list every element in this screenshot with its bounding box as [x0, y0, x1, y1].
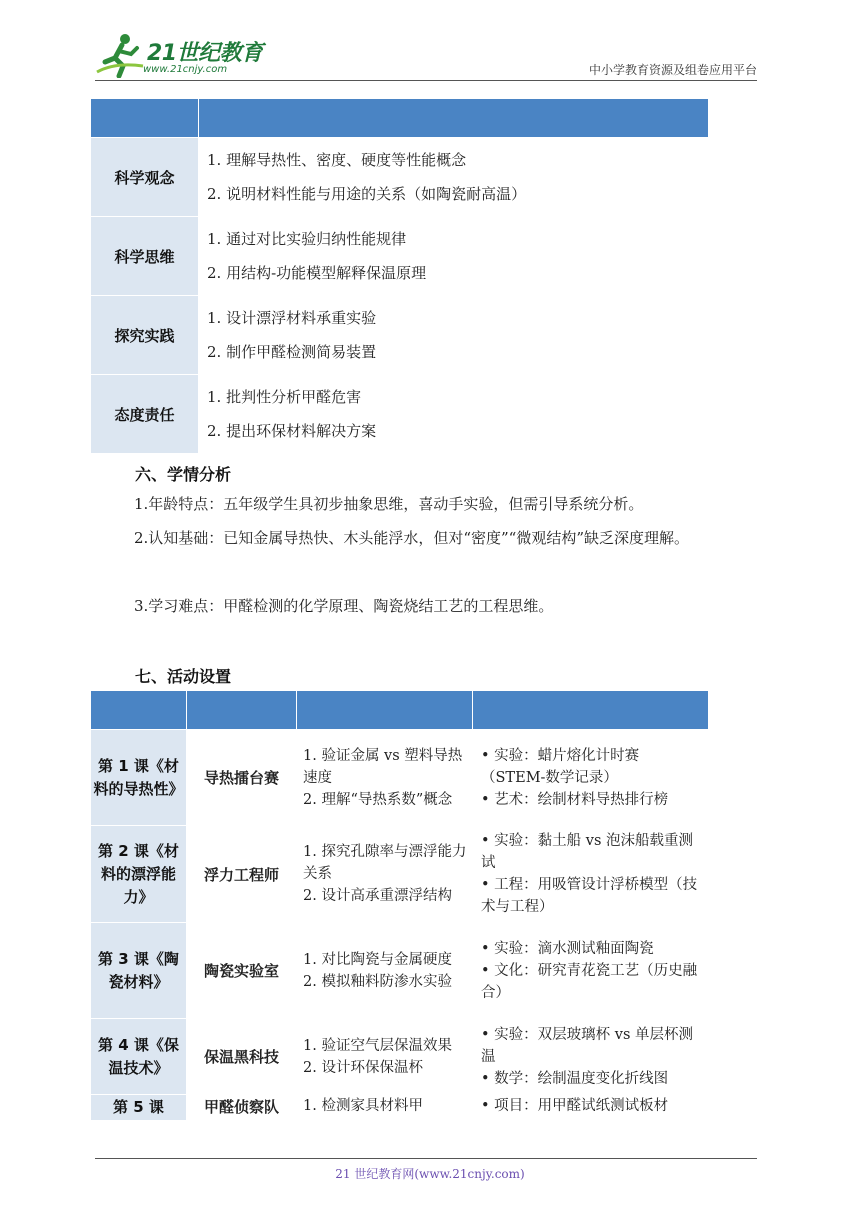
- lesson-cell: 第 5 课: [91, 1095, 187, 1121]
- extensions-cell: [473, 923, 709, 1019]
- site-logo[interactable]: [95, 30, 265, 80]
- list-item: 1. 验证金属 vs 塑料导热速度: [303, 747, 463, 786]
- activity-cell: 陶瓷实验室: [187, 923, 297, 1019]
- list-item: 2. 提出环保材料解决方案: [207, 422, 377, 440]
- list-item: 2. 制作甲醛检测简易装置: [207, 343, 377, 361]
- items-cell: [199, 138, 709, 217]
- list-item: • 实验：滴水测试釉面陶瓷: [481, 940, 654, 957]
- list-item: • 项目：用甲醛试纸测试板材: [481, 1098, 669, 1114]
- list-item: • 工程：用吸管设计浮桥模型（技术与工程）: [481, 877, 698, 915]
- list-item: 2. 模拟釉料防渗水实验: [303, 973, 452, 990]
- category-cell: 探究实践: [91, 296, 199, 375]
- list-item: 1. 通过对比实验归纳性能规律: [207, 230, 407, 248]
- list-item: 2. 设计环保保温杯: [303, 1059, 423, 1076]
- goals-cell: [297, 1095, 473, 1121]
- category-cell: 科学观念: [91, 138, 199, 217]
- list-item: • 数学：绘制温度变化折线图: [481, 1070, 669, 1087]
- goals-cell: [297, 826, 473, 923]
- items-cell: [199, 296, 709, 375]
- goals-cell: [297, 1019, 473, 1095]
- list-item: 1. 批判性分析甲醛危害: [207, 388, 362, 406]
- runner-logo-icon: [95, 32, 145, 78]
- lesson-cell: 第 1 课《材料的导热性》: [91, 730, 187, 826]
- page-header: [95, 30, 757, 80]
- lesson-cell: 第 4 课《保温技术》: [91, 1019, 187, 1095]
- footer-link[interactable]: 21 世纪教育网(www.21cnjy.com): [335, 1167, 525, 1181]
- list-item: 1. 验证空气层保温效果: [303, 1037, 452, 1054]
- list-item: 2. 用结构-功能模型解释保温原理: [207, 264, 427, 282]
- activity-table: [90, 690, 709, 1121]
- extensions-cell: [473, 1095, 709, 1121]
- category-cell: 态度责任: [91, 375, 199, 454]
- table-header-row: [91, 99, 709, 138]
- footer-divider: [95, 1158, 757, 1159]
- section-title: 七、活动设置: [135, 667, 232, 686]
- goals-cell: [297, 923, 473, 1019]
- section-title: 六、学情分析: [135, 465, 232, 484]
- table-row: [91, 730, 709, 826]
- activity-cell: 导热擂台赛: [187, 730, 297, 826]
- list-item: • 文化：研究青花瓷工艺（历史融合）: [481, 962, 698, 1001]
- goals-cell: [297, 730, 473, 826]
- extensions-cell: [473, 730, 709, 826]
- list-item: • 艺术：绘制材料导热排行榜: [481, 791, 669, 808]
- lesson-cell: 第 2 课《材料的漂浮能力》: [91, 826, 187, 923]
- list-item: 1. 探究孔隙率与漂浮能力关系: [303, 844, 467, 882]
- table-row: [91, 375, 709, 454]
- list-item: • 实验：蜡片熔化计时赛（STEM-数学记录）: [481, 747, 640, 786]
- logo-url: www.21cnjy.com: [143, 64, 228, 75]
- extensions-cell: [473, 826, 709, 923]
- table-row: [91, 1095, 709, 1121]
- table-row: [91, 217, 709, 296]
- literacy-goals-table: [90, 98, 709, 454]
- platform-name: 中小学教育资源及组卷应用平台: [588, 63, 757, 77]
- extensions-cell: [473, 1019, 709, 1095]
- activity-cell: 浮力工程师: [187, 826, 297, 923]
- paragraph: 2.认知基础：已知金属导热快、木头能浮水，但对“密度”“微观结构”缺乏深度理解。: [134, 529, 689, 547]
- table-row: [91, 923, 709, 1019]
- list-item: 1. 对比陶瓷与金属硬度: [303, 951, 452, 968]
- list-item: 1. 理解导热性、密度、硬度等性能概念: [207, 151, 467, 169]
- category-cell: 科学思维: [91, 217, 199, 296]
- list-item: • 实验：黏土船 vs 泡沫船载重测试: [481, 833, 694, 871]
- activity-cell: 甲醛侦察队: [187, 1095, 297, 1121]
- paragraph: 3.学习难点：甲醛检测的化学原理、陶瓷烧结工艺的工程思维。: [134, 597, 554, 615]
- table-row: [91, 296, 709, 375]
- activity-cell: 保温黑科技: [187, 1019, 297, 1095]
- table-row: [91, 138, 709, 217]
- list-item: 1. 设计漂浮材料承重实验: [207, 309, 377, 327]
- header-divider: [95, 80, 757, 81]
- list-item: 2. 理解“导热系数”概念: [303, 791, 453, 808]
- list-item: • 实验：双层玻璃杯 vs 单层杯测温: [481, 1026, 694, 1065]
- table-header-row: [91, 691, 709, 730]
- list-item: 1. 检测家具材料甲: [303, 1098, 423, 1114]
- list-item: 2. 设计高承重漂浮结构: [303, 888, 452, 904]
- table-row: [91, 826, 709, 923]
- items-cell: [199, 217, 709, 296]
- items-cell: [199, 375, 709, 454]
- lesson-cell: 第 3 课《陶瓷材料》: [91, 923, 187, 1019]
- paragraph: 1.年龄特点：五年级学生具初步抽象思维，喜动手实验，但需引导系统分析。: [134, 495, 644, 513]
- table-row: [91, 1019, 709, 1095]
- logo-text: 21世纪教育: [147, 41, 263, 66]
- list-item: 2. 说明材料性能与用途的关系（如陶瓷耐高温）: [207, 185, 527, 203]
